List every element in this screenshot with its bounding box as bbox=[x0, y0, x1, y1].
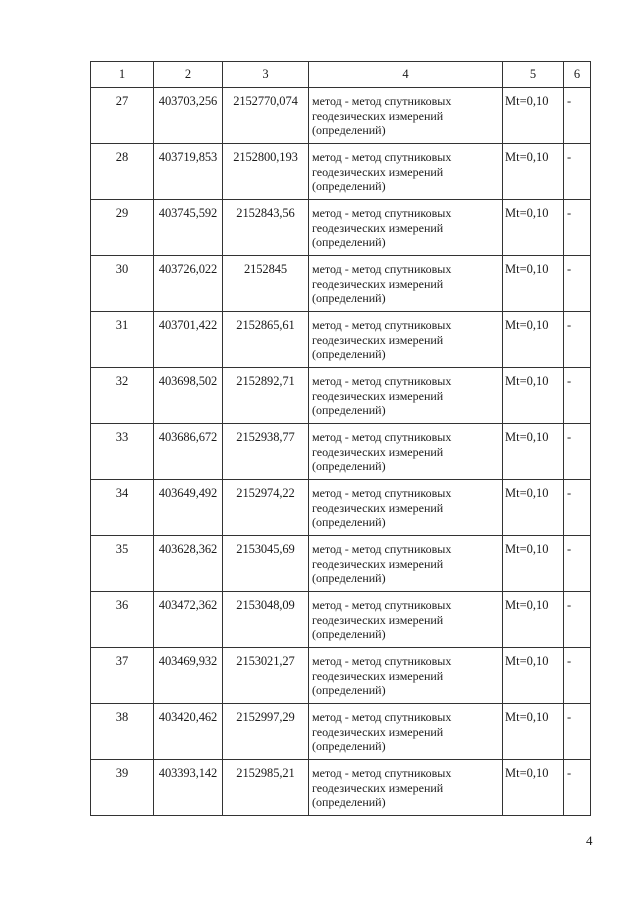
note-value: - bbox=[564, 88, 591, 144]
coordinates-table bbox=[90, 61, 591, 816]
coordinate-x: 403703,256 bbox=[154, 88, 223, 144]
table-row bbox=[91, 704, 591, 760]
point-number: 39 bbox=[91, 760, 154, 816]
note-value: - bbox=[564, 592, 591, 648]
accuracy-value: Mt=0,10 bbox=[503, 424, 564, 480]
note-value: - bbox=[564, 648, 591, 704]
accuracy-value: Mt=0,10 bbox=[503, 256, 564, 312]
method-text: метод - метод спутниковых геодезических измерений (определений) bbox=[309, 144, 503, 200]
coordinate-y: 2152974,22 bbox=[223, 480, 309, 536]
method-text: метод - метод спутниковых геодезических измерений (определений) bbox=[309, 480, 503, 536]
method-text: метод - метод спутниковых геодезических измерений (определений) bbox=[309, 424, 503, 480]
note-value: - bbox=[564, 368, 591, 424]
point-number: 35 bbox=[91, 536, 154, 592]
note-value: - bbox=[564, 536, 591, 592]
method-text: метод - метод спутниковых геодезических измерений (определений) bbox=[309, 760, 503, 816]
accuracy-value: Mt=0,10 bbox=[503, 760, 564, 816]
coordinate-x: 403469,932 bbox=[154, 648, 223, 704]
method-text: метод - метод спутниковых геодезических измерений (определений) bbox=[309, 536, 503, 592]
note-value: - bbox=[564, 760, 591, 816]
accuracy-value: Mt=0,10 bbox=[503, 704, 564, 760]
coordinate-x: 403686,672 bbox=[154, 424, 223, 480]
method-text: метод - метод спутниковых геодезических измерений (определений) bbox=[309, 256, 503, 312]
coordinate-x: 403719,853 bbox=[154, 144, 223, 200]
header-col-5: 5 bbox=[503, 62, 564, 88]
coordinate-x: 403726,022 bbox=[154, 256, 223, 312]
method-text: метод - метод спутниковых геодезических измерений (определений) bbox=[309, 704, 503, 760]
table-row bbox=[91, 368, 591, 424]
table-row bbox=[91, 144, 591, 200]
accuracy-value: Mt=0,10 bbox=[503, 592, 564, 648]
note-value: - bbox=[564, 312, 591, 368]
coordinate-x: 403393,142 bbox=[154, 760, 223, 816]
method-text: метод - метод спутниковых геодезических измерений (определений) bbox=[309, 368, 503, 424]
accuracy-value: Mt=0,10 bbox=[503, 536, 564, 592]
accuracy-value: Mt=0,10 bbox=[503, 88, 564, 144]
note-value: - bbox=[564, 424, 591, 480]
header-col-1: 1 bbox=[91, 62, 154, 88]
table-row bbox=[91, 256, 591, 312]
point-number: 38 bbox=[91, 704, 154, 760]
accuracy-value: Mt=0,10 bbox=[503, 200, 564, 256]
note-value: - bbox=[564, 480, 591, 536]
coordinate-x: 403649,492 bbox=[154, 480, 223, 536]
point-number: 33 bbox=[91, 424, 154, 480]
coordinate-y: 2152843,56 bbox=[223, 200, 309, 256]
table-row bbox=[91, 760, 591, 816]
table-row bbox=[91, 592, 591, 648]
accuracy-value: Mt=0,10 bbox=[503, 368, 564, 424]
note-value: - bbox=[564, 704, 591, 760]
coordinate-x: 403420,462 bbox=[154, 704, 223, 760]
point-number: 30 bbox=[91, 256, 154, 312]
accuracy-value: Mt=0,10 bbox=[503, 144, 564, 200]
note-value: - bbox=[564, 256, 591, 312]
table-row bbox=[91, 424, 591, 480]
coordinate-y: 2152892,71 bbox=[223, 368, 309, 424]
coordinate-y: 2152938,77 bbox=[223, 424, 309, 480]
header-col-4: 4 bbox=[309, 62, 503, 88]
coordinate-y: 2152997,29 bbox=[223, 704, 309, 760]
accuracy-value: Mt=0,10 bbox=[503, 312, 564, 368]
coordinate-y: 2153021,27 bbox=[223, 648, 309, 704]
table-row bbox=[91, 312, 591, 368]
coordinate-y: 2153045,69 bbox=[223, 536, 309, 592]
coordinate-y: 2153048,09 bbox=[223, 592, 309, 648]
point-number: 29 bbox=[91, 200, 154, 256]
coordinate-y: 2152865,61 bbox=[223, 312, 309, 368]
coordinate-x: 403745,592 bbox=[154, 200, 223, 256]
point-number: 37 bbox=[91, 648, 154, 704]
table-row bbox=[91, 536, 591, 592]
point-number: 31 bbox=[91, 312, 154, 368]
header-row bbox=[91, 62, 591, 88]
point-number: 27 bbox=[91, 88, 154, 144]
table-header bbox=[91, 62, 591, 88]
point-number: 36 bbox=[91, 592, 154, 648]
header-col-6: 6 bbox=[564, 62, 591, 88]
header-col-3: 3 bbox=[223, 62, 309, 88]
accuracy-value: Mt=0,10 bbox=[503, 648, 564, 704]
coordinate-y: 2152985,21 bbox=[223, 760, 309, 816]
note-value: - bbox=[564, 144, 591, 200]
table-row bbox=[91, 648, 591, 704]
note-value: - bbox=[564, 200, 591, 256]
table-row bbox=[91, 480, 591, 536]
accuracy-value: Mt=0,10 bbox=[503, 480, 564, 536]
method-text: метод - метод спутниковых геодезических измерений (определений) bbox=[309, 312, 503, 368]
method-text: метод - метод спутниковых геодезических измерений (определений) bbox=[309, 592, 503, 648]
header-col-2: 2 bbox=[154, 62, 223, 88]
table-row bbox=[91, 88, 591, 144]
coordinate-y: 2152800,193 bbox=[223, 144, 309, 200]
method-text: метод - метод спутниковых геодезических измерений (определений) bbox=[309, 88, 503, 144]
table-body bbox=[91, 88, 591, 816]
point-number: 32 bbox=[91, 368, 154, 424]
coordinate-x: 403628,362 bbox=[154, 536, 223, 592]
coordinate-y: 2152845 bbox=[223, 256, 309, 312]
coordinate-x: 403472,362 bbox=[154, 592, 223, 648]
coordinate-y: 2152770,074 bbox=[223, 88, 309, 144]
point-number: 34 bbox=[91, 480, 154, 536]
method-text: метод - метод спутниковых геодезических измерений (определений) bbox=[309, 648, 503, 704]
coordinate-x: 403698,502 bbox=[154, 368, 223, 424]
point-number: 28 bbox=[91, 144, 154, 200]
table-row bbox=[91, 200, 591, 256]
method-text: метод - метод спутниковых геодезических измерений (определений) bbox=[309, 200, 503, 256]
page-number: 4 bbox=[586, 833, 593, 848]
coordinate-x: 403701,422 bbox=[154, 312, 223, 368]
